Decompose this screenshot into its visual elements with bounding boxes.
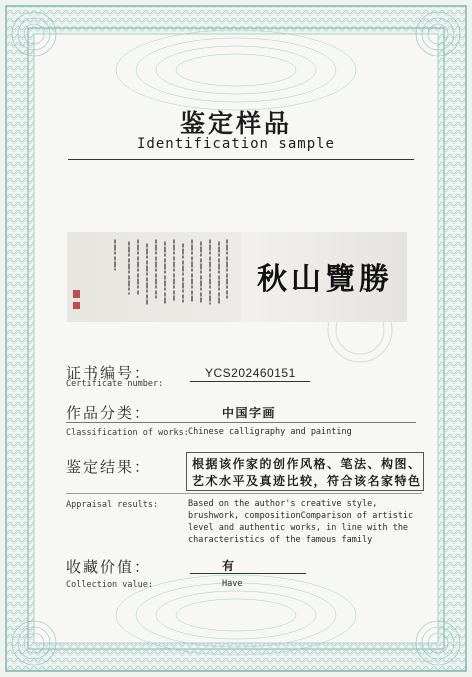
artist-seal <box>73 290 80 298</box>
classification-label-en: Classification of works: <box>66 428 189 438</box>
collection-value-en: Have <box>222 579 243 589</box>
appraisal-value-en-3: level and authentic works, in line with the <box>188 523 409 533</box>
page-subtitle: Identification sample <box>136 136 335 152</box>
artwork-title: 秋山覽勝 <box>257 262 393 297</box>
artwork-image <box>67 232 407 322</box>
classification-underline <box>66 422 416 423</box>
appraisal-label-en: Appraisal results: <box>66 500 159 510</box>
appraisal-value-cn-2: 艺术水平及真迹比较，符合该名家特色 <box>192 474 422 488</box>
classification-label-cn: 作品分类： <box>66 404 152 422</box>
artist-seal-2 <box>73 302 80 309</box>
certificate-number: YCS202460151 <box>205 366 296 380</box>
appraisal-value-en-2: brushwork, compositionComparison of artistic <box>188 511 414 521</box>
collection-label-cn: 收藏价值： <box>66 558 152 576</box>
classification-value-cn: 中国字画 <box>222 406 277 420</box>
appraisal-divider <box>66 493 422 494</box>
collection-label-en: Collection value: <box>66 580 153 590</box>
appraisal-value-en-1: Based on the author's creative style, <box>188 499 378 509</box>
inscription-strokes <box>67 232 241 322</box>
appraisal-label-cn: 鉴定结果： <box>66 458 152 476</box>
appraisal-value-en-4: characteristics of the famous family <box>188 535 373 545</box>
title-divider <box>68 159 414 160</box>
collection-value-cn: 有 <box>222 559 236 573</box>
classification-value-en: Chinese calligraphy and painting <box>188 427 352 437</box>
certificate-underline <box>190 381 310 382</box>
appraisal-value-cn-1: 根据该作家的创作风格、笔法、构图、 <box>192 457 422 471</box>
page-title: 鉴定样品 <box>179 109 292 138</box>
certificate-label-en: Certificate number: <box>66 379 164 389</box>
collection-underline <box>190 573 306 574</box>
certificate-label-cn: 证书编号： <box>66 364 152 382</box>
calligraphy-inscription <box>67 232 241 322</box>
